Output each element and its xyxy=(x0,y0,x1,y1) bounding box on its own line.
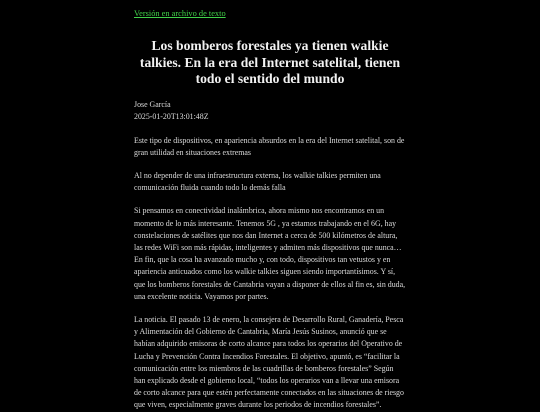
article-timestamp: 2025-01-20T13:01:48Z xyxy=(134,112,209,121)
article-paragraph: Si pensamos en conectividad inalámbrica, ahora mismo nos encontramos en un momento de lo más interesante. Tenemos 5G , ya estamos trabajando en el 6G, hay constelaciones de satélites que nos dan Internet a cerca de 500 kilómetros de altura, las redes WiFi son más rápidas, inteligentes y admiten más dispositivos que nunca… En fin, que la cosa ha avanzado mucho y, con todo, dispositivos tan vetustos y en apariencia anticuados como los walkie talkies siguen siendo importantísimos. Y sí, que los bomberos forestales de Cantabria vayan a disponer de ellos al fin es, sin duda, una excelente noticia. Vayamos por partes. xyxy=(134,206,406,301)
article-author: Jose García xyxy=(134,99,171,109)
article-paragraph: Al no depender de una infraestructura externa, los walkie talkies permiten una comunicación fluida cuando todo lo demás falla xyxy=(134,170,381,193)
article-paragraph: La noticia. El pasado 13 de enero, la consejera de Desarrollo Rural, Ganadería, Pesca y Alimentación del Gobierno de Cantabria, María Jesús Susinos, anunció que se habían adquirido emisoras de corto alcance para todos los operarios del Operativo de Lucha y Prevención Contra Incendios Forestales. El objetivo, apuntó, es “facilitar la comunicación entre los miembros de las cuadrillas de bomberos forestales” Según han explicado desde el gobierno local, “todos los operarios van a llevar una emisora de corto alcance para que estén perfectamente conectados en las situaciones de riesgo que viven, especialmente graves durante los periodos de incendios forestales”. xyxy=(134,314,404,410)
article-container xyxy=(134,0,406,412)
text-version-link[interactable]: Versión en archivo de texto xyxy=(134,9,226,18)
article-paragraph: Este tipo de dispositivos, en apariencia absurdos en la era del Internet satelital, son de gran utilidad en situaciones extremas xyxy=(134,135,405,157)
article-meta xyxy=(134,99,406,124)
article-title: Los bomberos forestales ya tienen walkie talkies. En la era del Internet satelital, tienen todo el sentido del mundo xyxy=(139,38,401,86)
